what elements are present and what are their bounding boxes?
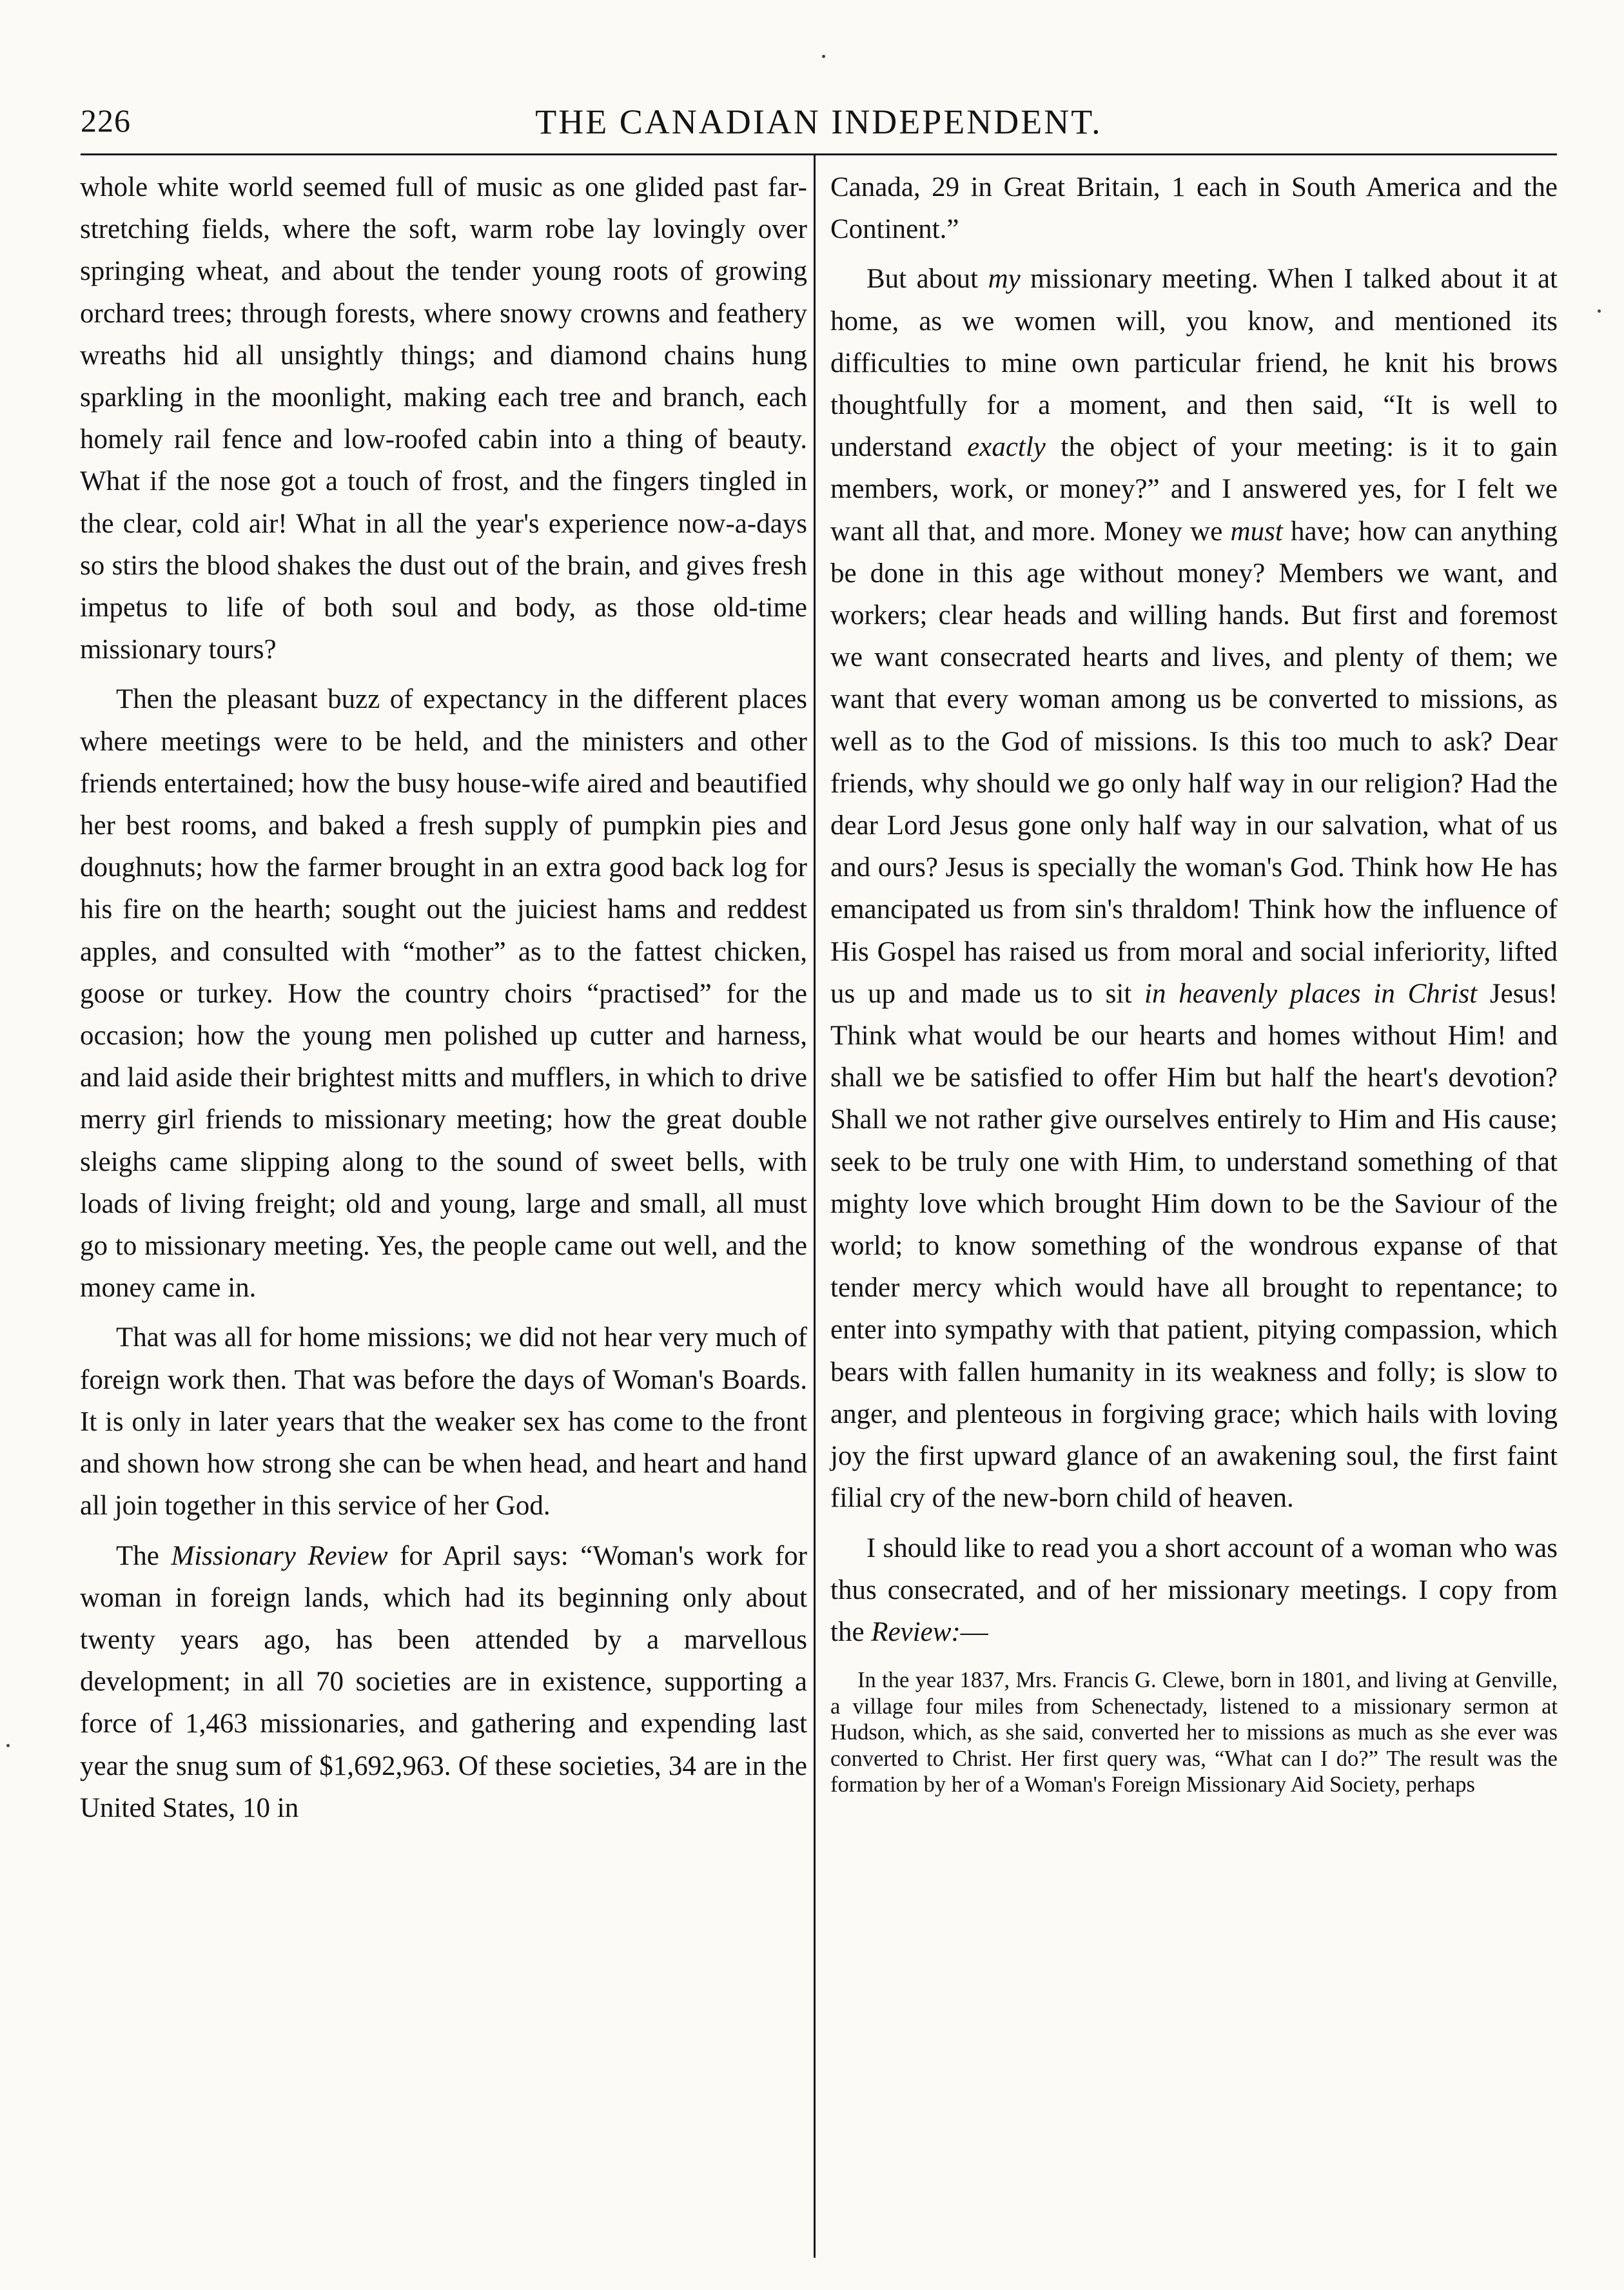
print-speck [6, 1744, 10, 1747]
print-speck [822, 55, 825, 58]
emphasis: exactly [967, 432, 1046, 463]
page-number: 226 [81, 103, 131, 139]
text-run: have; how can anything be done in this age without money? Members we want, and workers; clear heads and willing hands. But first and foremost we want consecrated hearts and lives, and plenty of them; we want that every woman among us be converted to missions, as well as to the God of missions. Is this too much to ask? Dear friends, why should we go only half way in our religion? Had the dear Lord Jesus gone only half way in our salvation, what of us and ours? Jesus is specially the woman's God. Think how He has emancipated us from sin's thraldom! Think how the influence of His Gospel has raised us from moral and social inferiority, lifted us up and made us to sit [830, 516, 1558, 1009]
periodical-title: Review: [871, 1616, 961, 1647]
column-divider [814, 155, 816, 2258]
paragraph: whole white world seemed full of music as one glided past far-stretching fields, where the soft, warm robe lay lovingly over springing wheat, and about the tender young roots of growing orchard trees; through forests, where snowy crowns and feathery wreaths hid all unsightly things; and diamond chains hung sparkling in the moonlight, making each tree and branch, each homely rail fence and low-roofed cabin into a thing of beauty. What if the nose got a touch of frost, and the fingers tingled in the clear, cold air! What in all the year's experience now-a-days so stirs the blood shakes the dust out of the brain, and gives fresh impetus to life of both soul and body, as those old-time missionary tours? [80, 172, 807, 665]
text-run: missionary meeting. When I talked about it at home, as we women will, you know, and mentioned its difficulties to mine own particular friend, he knit his brows thoughtfully for a moment, and then said, “It is well to understand [830, 264, 1558, 463]
text-run: I should like to read you a short account of a woman who was thus consecrated, and of her missionary meetings. I copy from the [830, 1532, 1558, 1647]
paragraph: Canada, 29 in Great Britain, 1 each in South America and the Continent.” [830, 172, 1558, 245]
paragraph: That was all for home missions; we did not hear very much of foreign work then. That was before the days of Woman's Boards. It is only in later years that the weaker sex has come to the front and shown how strong she can be when head, and heart and hand all join together in this service of her God. [80, 1322, 807, 1522]
emphasis: must [1230, 516, 1283, 547]
text-run: — [960, 1616, 988, 1647]
text-run: the object of your meeting: is it to gain members, work, or money?” and I answered yes, for I felt we want all that, and more. Money we [830, 432, 1558, 547]
print-speck [1598, 309, 1601, 313]
header-rule [81, 153, 1557, 155]
emphasis: in heavenly places in Christ [1144, 978, 1478, 1009]
page-header [81, 97, 1557, 148]
right-column [830, 166, 1558, 1806]
quoted-extract: In the year 1837, Mrs. Francis G. Clewe, born in 1801, and living at Genville, a village four miles from Schenectady, listened to a missionary sermon at Hudson, which, as she said, converted her to missions as much as she ever was converted to Christ. Her first query was, “What can I do?” The result was the formation by her of a Woman's Foreign Missionary Aid Society, perhaps [830, 1668, 1558, 1797]
journal-title: THE CANADIAN INDEPENDENT. [535, 103, 1102, 141]
text-run: for April says: “Woman's work for woman in foreign lands, which had its beginning only about twenty years ago, has been attended by a marvellous development; in all 70 societies are in existence, supporting a force of 1,463 missionaries, and gathering and expending last year the snug sum of $1,692,963. Of these societies, 34 are in the United States, 10 in [80, 1540, 807, 1823]
paragraph [830, 1527, 1558, 1654]
text-run: But about [866, 264, 988, 295]
left-column [80, 166, 807, 1837]
paragraph [80, 1535, 807, 1829]
text-run: Jesus! Think what would be our hearts and homes without Him! and shall we be satisfied to offer Him but half the heart's devotion? Shall we not rather give ourselves entirely to Him and His cause; seek to be truly one with Him, to understand something of that mighty love which brought Him down to be the Saviour of the world; to know something of the wondrous expanse of that tender mercy which would have all brought to repentance; to enter into sympathy with that patient, pitying compassion, which bears with fallen humanity in its weakness and folly; is slow to anger, and plenteous in forgiving grace; which hails with loving joy the first upward glance of an awakening soul, the first faint filial cry of the new-born child of heaven. [830, 978, 1558, 1514]
periodical-title: Missionary Review [171, 1540, 388, 1571]
text-run: The [116, 1540, 171, 1571]
paragraph [830, 258, 1558, 1519]
paragraph: Then the pleasant buzz of expectancy in the different places where meetings were to be held, and the ministers and other friends entertained; how the busy house-wife aired and beautified her best rooms, and baked a fresh supply of pumpkin pies and doughnuts; how the farmer brought in an extra good back log for his fire on the hearth; sought out the juiciest hams and reddest apples, and consulted with “mother” as to the fattest chicken, goose or turkey. How the country choirs “practised” for the occasion; how the young men polished up cutter and harness, and laid aside their brightest mitts and mufflers, in which to drive merry girl friends to missionary meeting; how the great double sleighs came slipping along to the sound of sweet bells, with loads of living freight; old and young, large and small, all must go to missionary meeting. Yes, the people came out well, and the money came in. [80, 684, 807, 1304]
emphasis: my [988, 264, 1021, 295]
